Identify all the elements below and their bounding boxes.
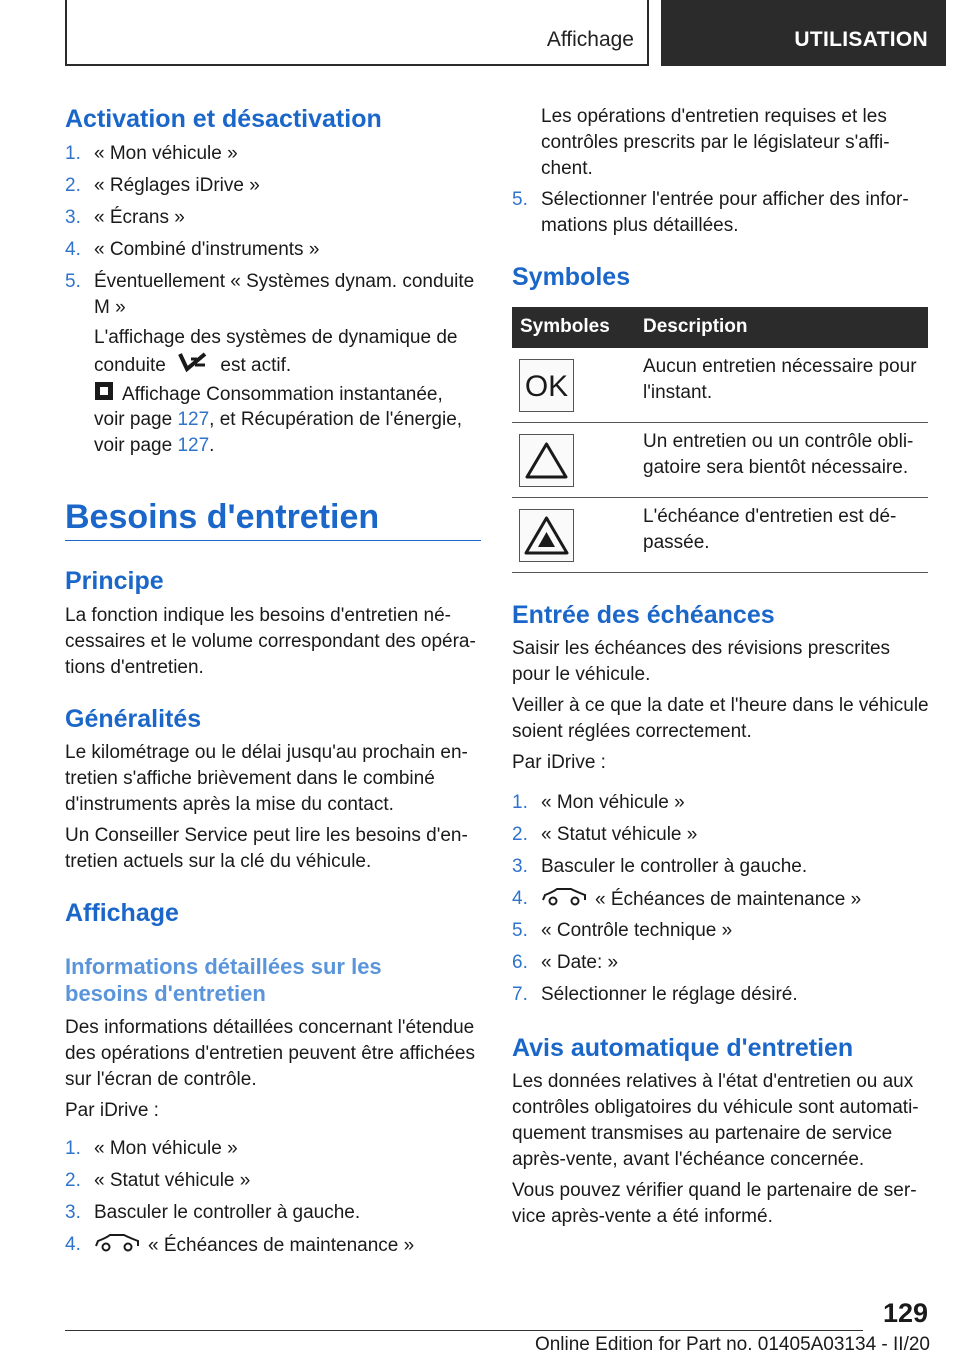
overdue-triangle-icon <box>519 509 574 562</box>
paragraph-line: vice après-vente a été informé. <box>512 1206 773 1227</box>
subheading: Informations détaillées sur les <box>65 954 382 979</box>
paragraph-line: Saisir les échéances des révisions prescrites <box>512 638 891 659</box>
note-text: L'affichage des systèmes de dynamique de <box>94 327 458 348</box>
display-square-icon <box>94 381 114 409</box>
table-header-cell: Description <box>643 316 748 337</box>
car-icon <box>94 1232 140 1260</box>
heading-entree: Entrée des échéances <box>512 601 775 629</box>
paragraph-line: d'instruments après la mise du contact. <box>65 794 394 815</box>
car-icon <box>541 886 587 914</box>
heading-principe: Principe <box>65 567 164 595</box>
table-row <box>512 348 928 423</box>
page-link[interactable]: 127 <box>177 435 210 456</box>
paragraph-line: Un Conseiller Service peut lire les besoins d'en- <box>65 825 468 846</box>
svg-text:OK: OK <box>524 370 569 403</box>
heading-symboles: Symboles <box>512 263 631 291</box>
subheading: besoins d'entretien <box>65 981 266 1006</box>
list-item-continuation: M » <box>94 297 126 318</box>
paragraph-line: après-vente, avant l'échéance concernée. <box>512 1149 865 1170</box>
paragraph-line: Veiller à ce que la date et l'heure dans le véhicule <box>512 695 929 716</box>
paragraph-line: Par iDrive : <box>65 1100 159 1121</box>
paragraph-line: cessaires et le volume correspondant des opéra- <box>65 631 476 652</box>
note-text: conduite est actif. <box>94 351 291 381</box>
table-header-cell: Symboles <box>520 316 610 337</box>
table-cell: Aucun entretien nécessaire pour l'instant. <box>643 356 917 403</box>
header-chapter-title: UTILISATION <box>794 28 928 51</box>
paragraph-line: Par iDrive : <box>512 752 606 773</box>
header-section-tab <box>65 0 649 66</box>
table-row <box>512 498 928 573</box>
paragraph-line: des opérations d'entretien peuvent être affichées <box>65 1043 475 1064</box>
symbols-table <box>512 307 928 573</box>
driving-dynamics-icon <box>177 351 209 381</box>
table-cell: L'échéance d'entretien est dé- passée. <box>643 506 897 553</box>
paragraph-line: pour le véhicule. <box>512 664 651 685</box>
header-chapter-tab <box>661 0 946 66</box>
ok-icon <box>519 359 574 412</box>
paragraph-line: contrôles prescrits par le législateur s'affi- <box>541 132 890 153</box>
paragraph-line: La fonction indique les besoins d'entretien né- <box>65 605 452 626</box>
footer-rule <box>65 1330 863 1331</box>
note-text: Affichage Consommation instantanée, <box>94 381 443 409</box>
warning-triangle-icon <box>519 434 574 487</box>
list-item-continuation: mations plus détaillées. <box>541 215 739 236</box>
page-link[interactable]: 127 <box>177 409 210 430</box>
paragraph-line: sur l'écran de contrôle. <box>65 1069 257 1090</box>
heading-activation: Activation et désactivation <box>65 105 382 133</box>
paragraph-line: Les opérations d'entretien requises et les <box>541 106 887 127</box>
heading-rule <box>65 540 481 541</box>
paragraph-line: chent. <box>541 158 593 179</box>
paragraph-line: tretien s'affiche brièvement dans le combiné <box>65 768 435 789</box>
heading-besoins: Besoins d'entretien <box>65 498 380 536</box>
paragraph-line: tretien actuels sur la clé du véhicule. <box>65 851 372 872</box>
paragraph-line: soient réglées correctement. <box>512 721 752 742</box>
note-text: voir page 127. <box>94 435 215 456</box>
page-number: 129 <box>882 1298 928 1328</box>
paragraph-line: Les données relatives à l'état d'entretien ou aux <box>512 1071 914 1092</box>
paragraph-line: quement transmises au partenaire de service <box>512 1123 893 1144</box>
table-header <box>512 307 928 348</box>
heading-generalites: Généralités <box>65 705 202 733</box>
paragraph-line: tions d'entretien. <box>65 657 204 678</box>
header-section-title: Affichage <box>546 28 634 51</box>
note-text: voir page 127, et Récupération de l'énergie, <box>94 409 463 430</box>
heading-affichage: Affichage <box>65 899 179 927</box>
paragraph-line: contrôles obligatoires du véhicule sont automati- <box>512 1097 919 1118</box>
table-row <box>512 423 928 498</box>
footer-edition: Online Edition for Part no. 01405A03134 - II/20 <box>534 1334 930 1355</box>
paragraph-line: Des informations détaillées concernant l'étendue <box>65 1017 475 1038</box>
heading-avis: Avis automatique d'entretien <box>512 1034 854 1062</box>
paragraph-line: Vous pouvez vérifier quand le partenaire de ser- <box>512 1180 917 1201</box>
table-cell: Un entretien ou un contrôle obli- gatoire sera bientôt nécessaire. <box>643 431 914 478</box>
paragraph-line: Le kilométrage ou le délai jusqu'au prochain en- <box>65 742 468 763</box>
